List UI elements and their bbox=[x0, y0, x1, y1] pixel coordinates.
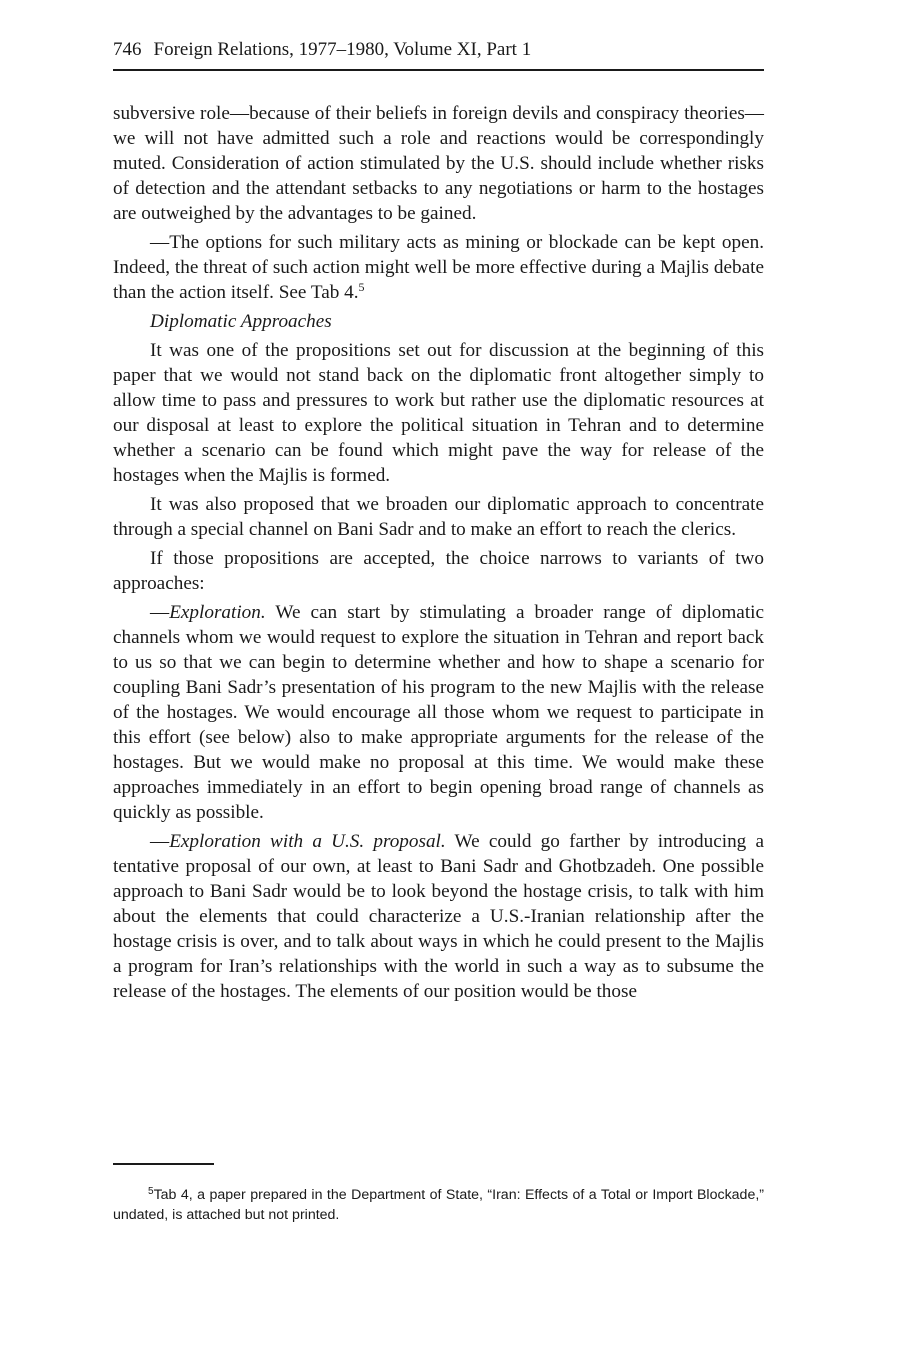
dash: — bbox=[150, 831, 170, 852]
footnote-text: Tab 4, a paper prepared in the Department of State, “Iran: Effects of a Total or Import Blockade,” undated, is attached but not printed. bbox=[113, 1187, 764, 1223]
footnote-number: 5 bbox=[148, 1186, 154, 1197]
body-text bbox=[113, 101, 764, 1004]
page bbox=[113, 37, 764, 1008]
footnote-rule bbox=[113, 1163, 214, 1165]
paragraph-text: —The options for such military acts as mining or blockade can be kept open. Indeed, the threat of such action might well be more effective during a Majlis debate than the action itself. See Tab 4. bbox=[113, 232, 764, 303]
paragraph-text: We could go farther by introducing a tentative proposal of our own, at least to Bani Sadr and Ghotbzadeh. One possible approach to Bani Sadr would be to look beyond the hostage crisis, to talk with him about the elements that could characterize a U.S.-Iranian relationship after the hostage crisis is over, and to talk about ways in which he could present to the Majlis a program for Iran’s relationships with the world in such a way as to subsume the release of the hostages. The elements of our position would be those bbox=[113, 831, 764, 1002]
running-head bbox=[113, 37, 764, 71]
paragraph: If those propositions are accepted, the choice narrows to variants of two approaches: bbox=[113, 548, 764, 594]
option-label: Exploration with a U.S. proposal. bbox=[169, 831, 446, 852]
paragraph: It was one of the propositions set out for discussion at the beginning of this paper that we would not stand back on the diplomatic front altogether simply to allow time to pass and pressures to work but rather use the diplomatic resources at our disposal at least to explore the political situation in Tehran and to determine whether a scenario can be found which might pave the way for release of the hostages when the Majlis is formed. bbox=[113, 340, 764, 486]
footnote bbox=[113, 1185, 764, 1225]
paragraph bbox=[113, 230, 764, 305]
dash: — bbox=[150, 602, 170, 623]
option-label: Exploration. bbox=[169, 602, 266, 623]
section-subheading: Diplomatic Approaches bbox=[150, 311, 332, 332]
paragraph-text: We can start by stimulating a broader range of diplomatic channels whom we would request to explore the situation in Tehran and report back to us so that we can begin to determine whether and how to shape a scenario for coupling Bani Sadr’s presentation of his program to the new Majlis with the release of the hostages. We would encourage all those whom we request to participate in this effort (see below) also to make appropriate arguments for the release of the hostages. But we would make no proposal at this time. We would make these approaches immediately in an effort to begin opening broad range of channels as quickly as possible. bbox=[113, 602, 764, 823]
page-number: 746 bbox=[113, 39, 142, 60]
footnote-ref[interactable]: 5 bbox=[358, 280, 365, 294]
paragraph bbox=[113, 600, 764, 825]
volume-title: Foreign Relations, 1977–1980, Volume XI, Part 1 bbox=[153, 39, 532, 60]
paragraph: It was also proposed that we broaden our diplomatic approach to concentrate through a special channel on Bani Sadr and to make an effort to reach the clerics. bbox=[113, 494, 764, 540]
paragraph: subversive role—because of their beliefs in foreign devils and conspiracy theories—we will not have admitted such a role and reactions would be correspondingly muted. Consideration of action stimulated by the U.S. should include whether risks of detection and the attendant setbacks to any negotiations or harm to the hostages are outweighed by the advantages to be gained. bbox=[113, 103, 764, 224]
paragraph bbox=[113, 829, 764, 1004]
